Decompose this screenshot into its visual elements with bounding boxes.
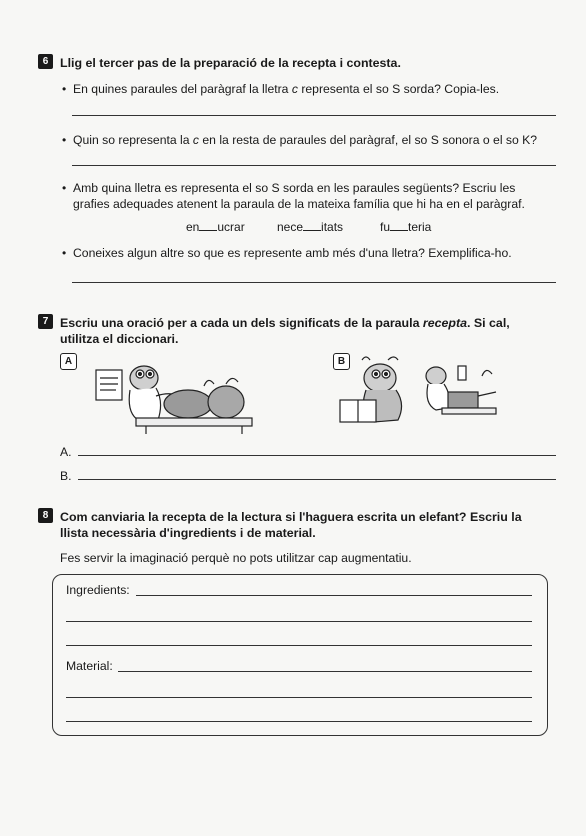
ingredients-line-3[interactable] — [66, 645, 532, 646]
q6-bullet-1: En quines paraules del paràgraf la lletra c representa el so S sorda? Copia-les. — [73, 82, 500, 96]
fill-word-1: en ucrar — [186, 220, 245, 234]
fill-word-3: fu teria — [380, 220, 432, 234]
fill-blank-3[interactable] — [390, 220, 408, 231]
line-a-label: A. — [60, 445, 72, 459]
bullet: • — [62, 181, 67, 195]
q6-bullet-4: Coneixes algun altre so que es represente amb més d'una lletra? Exemplifica-ho. — [73, 246, 512, 260]
fill-word-2: nece itats — [277, 220, 344, 234]
material-line-3[interactable] — [66, 721, 532, 722]
illustration-b-cooking — [336, 356, 506, 428]
ingredients-label: Ingredients: — [66, 583, 130, 597]
question-8-title-line-2: llista necessària d'ingredients i de material. — [60, 526, 316, 540]
illustration-a-surgery — [86, 356, 256, 436]
tag-a: A — [60, 353, 77, 370]
material-line-1[interactable] — [118, 671, 532, 672]
ingredients-line-1[interactable] — [136, 595, 532, 596]
question-7-title: Escriu una oració per a cada un dels significats de la paraula recepta. Si cal, — [60, 316, 510, 330]
answer-line-q6-4[interactable] — [72, 282, 556, 283]
q6-bullet-3-line-2: grafies adequades atenent la paraula de la mateixa família que hi ha en el paràgraf. — [73, 197, 525, 211]
answer-line-a[interactable] — [78, 455, 556, 456]
bullet: • — [62, 246, 67, 260]
question-8-title-line-1: Com canviaria la recepta de la lectura si l'haguera escrita un elefant? Escriu la — [60, 510, 522, 524]
fill-blank-1[interactable] — [199, 220, 217, 231]
question-8-instruction: Fes servir la imaginació perquè no pots utilitzar cap augmentatiu. — [60, 551, 412, 565]
question-6-number: 6 — [38, 54, 53, 69]
bullet: • — [62, 133, 67, 147]
bullet: • — [62, 82, 67, 96]
question-7-title-line-2: utilitza el diccionari. — [60, 332, 179, 346]
q6-bullet-2: Quin so representa la c en la resta de paraules del paràgraf, el so S sonora o el so K? — [73, 133, 538, 147]
tag-b: B — [333, 353, 350, 370]
ingredients-line-2[interactable] — [66, 621, 532, 622]
q6-bullet-3-line-1: Amb quina lletra es representa el so S sorda en les paraules següents? Escriu les — [73, 181, 516, 195]
question-7-number: 7 — [38, 314, 53, 329]
question-8-number: 8 — [38, 508, 53, 523]
fill-blank-2[interactable] — [303, 220, 321, 231]
material-line-2[interactable] — [66, 697, 532, 698]
answer-line-q6-2[interactable] — [72, 165, 556, 166]
material-label: Material: — [66, 659, 113, 673]
answer-line-q6-1[interactable] — [72, 115, 556, 116]
answer-line-b[interactable] — [78, 479, 556, 480]
question-6-title: Llig el tercer pas de la preparació de la recepta i contesta. — [60, 56, 401, 70]
line-b-label: B. — [60, 469, 72, 483]
